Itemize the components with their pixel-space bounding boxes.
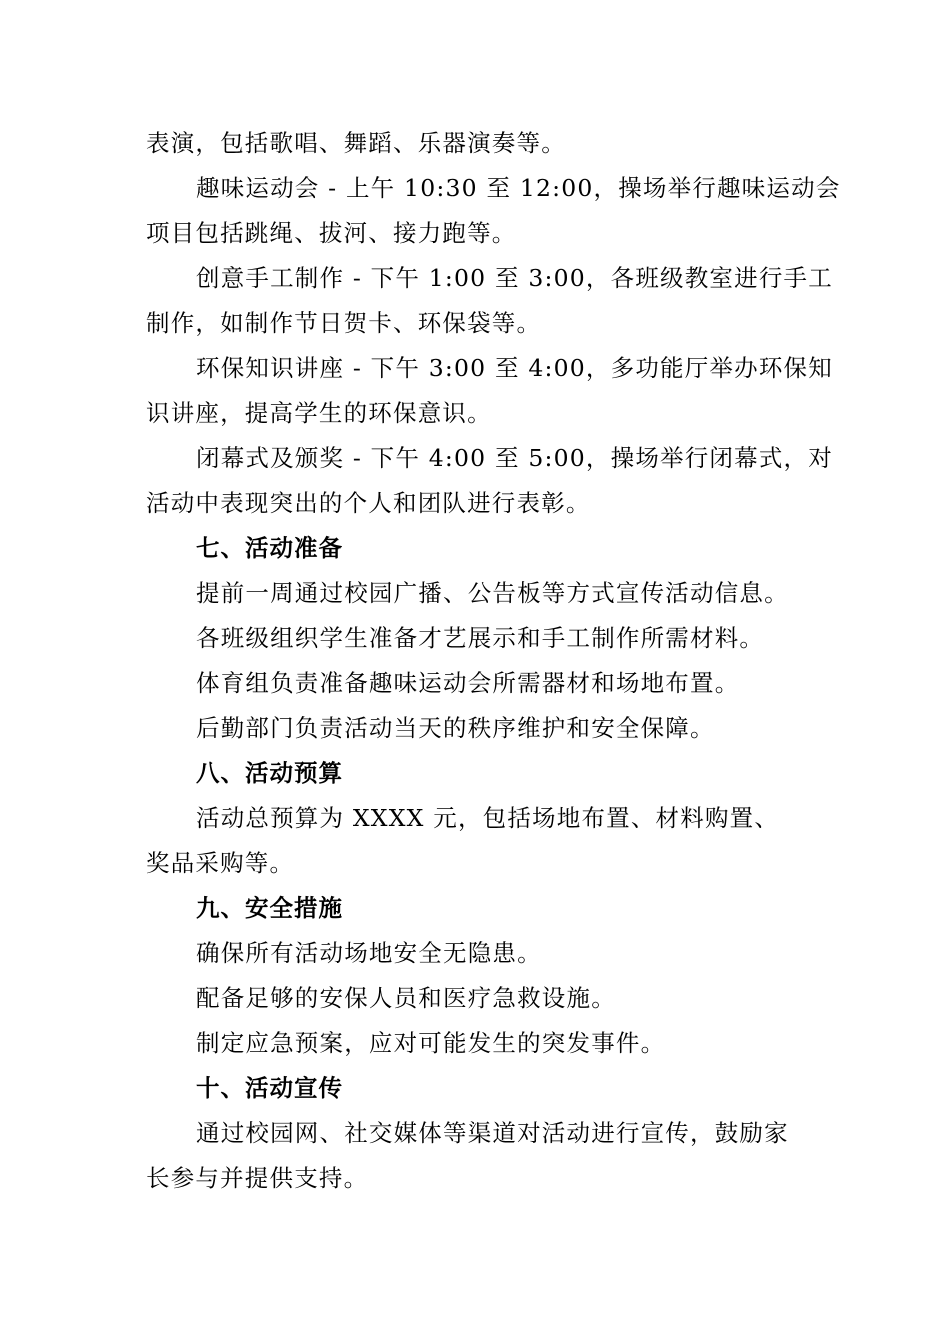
schedule-line: 趣味运动会 - 上午 10:30 至 12:00，操场举行趣味运动会 [196, 174, 841, 202]
schedule-line: 识讲座，提高学生的环保意识。 [146, 399, 492, 427]
section-heading-budget: 八、活动预算 [196, 759, 343, 787]
section-heading-preparation: 七、活动准备 [196, 534, 343, 562]
list-item: 各班级组织学生准备才艺展示和手工制作所需材料。 [196, 624, 765, 652]
list-item: 制定应急预案，应对可能发生的突发事件。 [196, 1029, 666, 1057]
list-item: 确保所有活动场地安全无隐患。 [196, 939, 542, 967]
schedule-line: 环保知识讲座 - 下午 3:00 至 4:00，多功能厅举办环保知 [196, 354, 833, 382]
list-item: 体育组负责准备趣味运动会所需器材和场地布置。 [196, 669, 740, 697]
section-heading-safety: 九、安全措施 [196, 894, 343, 922]
schedule-line: 闭幕式及颁奖 - 下午 4:00 至 5:00，操场举行闭幕式，对 [196, 444, 833, 472]
list-item: 后勤部门负责活动当天的秩序维护和安全保障。 [196, 714, 715, 742]
promotion-line: 通过校园网、社交媒体等渠道对活动进行宣传，鼓励家 [196, 1119, 789, 1147]
schedule-line: 活动中表现突出的个人和团队进行表彰。 [146, 489, 591, 517]
schedule-line: 创意手工制作 - 下午 1:00 至 3:00，各班级教室进行手工 [196, 264, 833, 292]
schedule-line: 制作，如制作节日贺卡、环保袋等。 [146, 309, 542, 337]
list-item: 配备足够的安保人员和医疗急救设施。 [196, 984, 616, 1012]
list-item: 提前一周通过校园广播、公告板等方式宣传活动信息。 [196, 579, 789, 607]
budget-line: 奖品采购等。 [146, 849, 295, 877]
budget-line: 活动总预算为 XXXX 元，包括场地布置、材料购置、 [196, 804, 780, 832]
schedule-line: 项目包括跳绳、拔河、接力跑等。 [146, 219, 517, 247]
promotion-line: 长参与并提供支持。 [146, 1164, 369, 1192]
section-heading-promotion: 十、活动宣传 [196, 1074, 343, 1102]
schedule-line: 表演，包括歌唱、舞蹈、乐器演奏等。 [146, 129, 566, 157]
